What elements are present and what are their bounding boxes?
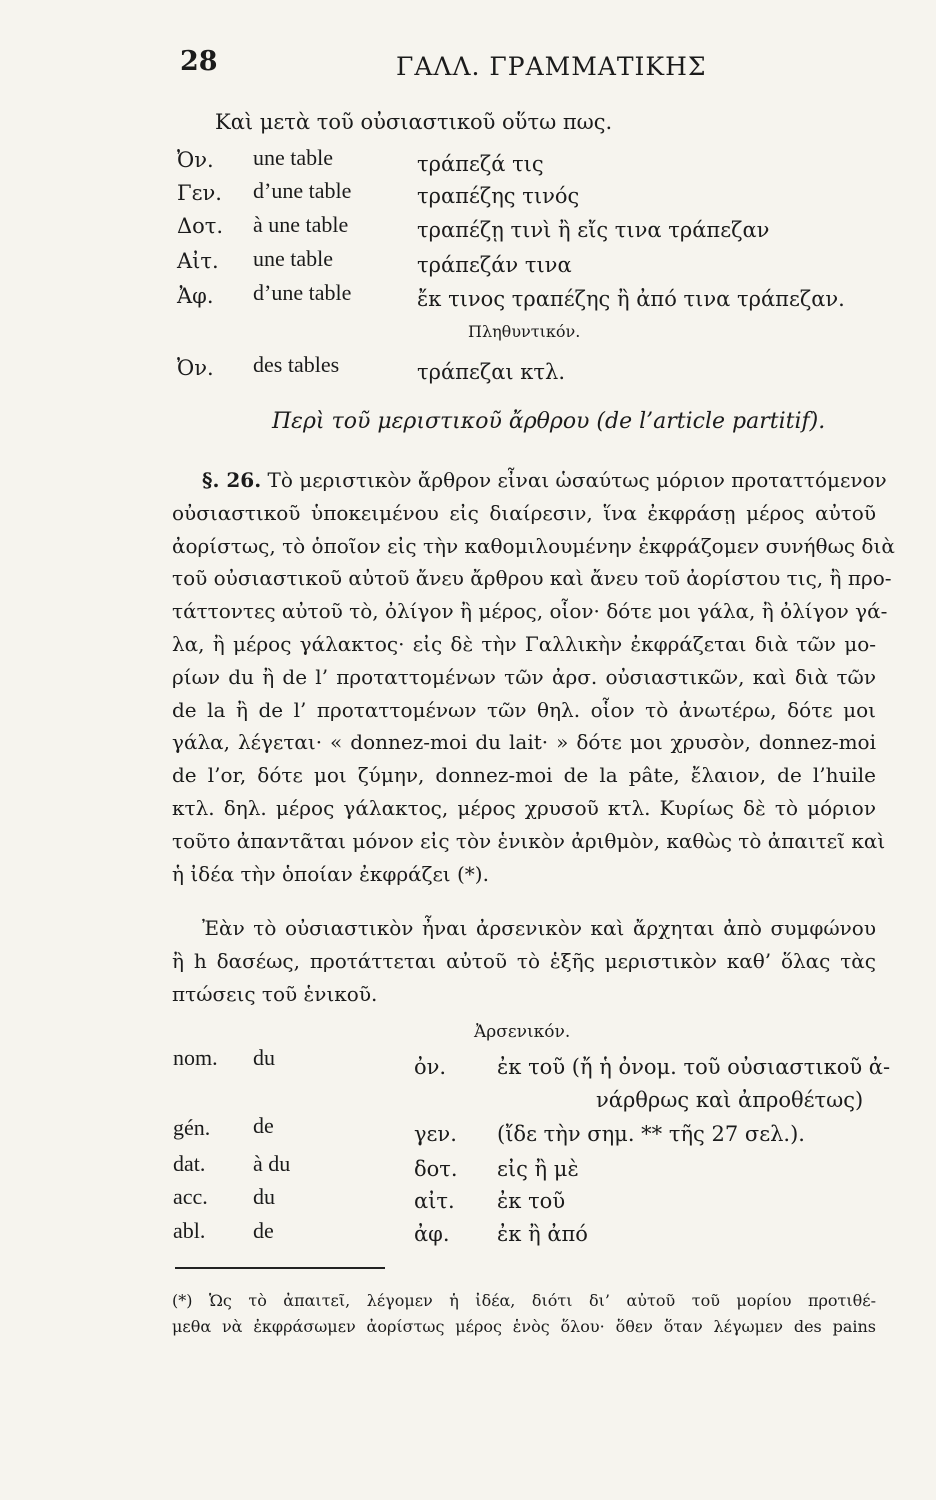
french-article: de [253, 1218, 274, 1243]
greek-equivalent: εἰς ἢ μὲ [497, 1157, 579, 1181]
footnote-line: (*) Ὡς τὸ ἀπαιτεῖ, λέγομεν ἡ ἰδέα, διότι δι’ αὐτοῦ τοῦ μορίου προτιθέ- [172, 1291, 876, 1310]
french-article: du [253, 1184, 275, 1209]
paragraph-masculine-rule [172, 912, 876, 1010]
french-form: des tables [253, 352, 340, 377]
french-case: abl. [173, 1218, 206, 1243]
footnote-line: μεθα νὰ ἐκφράσωμεν ἀορίστως μέρος ἑνὸς ὅλου· ὅθεν ὅταν λέγωμεν des pains [172, 1317, 876, 1336]
text-line: ρίων du ἢ de l’ προταττομένων τῶν ἀρσ. οὐσιαστικῶν, καὶ διὰ τῶν [172, 664, 876, 689]
text-line: de la ἢ de l’ προταττομένων τῶν θηλ. οἷον τὸ ἀνωτέρω, δότε μοι [172, 697, 876, 722]
text-line: τοῦτο ἀπαντᾶται μόνον εἰς τὸν ἑνικὸν ἀριθμὸν, καθὼς τὸ ἀπαιτεῖ καὶ [172, 828, 886, 853]
plural-label: Πληθυντικόν. [468, 322, 581, 341]
page-number: 28 [180, 46, 218, 77]
greek-equivalent: ἐκ ἢ ἀπό [497, 1222, 588, 1246]
running-title: ΓΑΛΛ. ΓΡΑΜΜΑΤΙΚΗΣ [396, 52, 707, 81]
section-number: §. 26. [202, 468, 262, 492]
greek-form: τράπεζά τις [417, 152, 544, 176]
text-line: de l’or, δότε μοι ζύμην, donnez-moi de la pâte, ἔλαιον, de l’huile [172, 763, 876, 788]
french-form: d’une table [253, 280, 352, 305]
french-case: nom. [173, 1045, 218, 1070]
text-line: §. 26. Τὸ μεριστικὸν ἄρθρον εἶναι ὡσαύτως μόριον προταττόμενον [202, 468, 887, 492]
text-line: ἢ h δασέως, προτάττεται αὐτοῦ τὸ ἑξῆς μεριστικὸν καθ’ ὅλας τὰς [172, 948, 876, 973]
greek-equivalent: ἐκ τοῦ (ἤ ἡ ὀνομ. τοῦ οὐσιαστικοῦ ἀ- [497, 1055, 891, 1079]
greek-case: ὀν. [414, 1055, 447, 1079]
french-article: à du [253, 1151, 291, 1176]
greek-case: γεν. [414, 1122, 457, 1146]
french-case: dat. [173, 1151, 206, 1176]
greek-form: ἔκ τινος τραπέζης ἢ ἀπό τινα τράπεζαν. [417, 287, 845, 311]
greek-form: τραπέζῃ τινὶ ἢ εἴς τινα τράπεζαν [417, 218, 770, 242]
text-line: γάλα, λέγεται· « donnez-moi du lait· » δότε μοι χρυσὸν, donnez-moi [172, 730, 876, 755]
text-line: ἀορίστως, τὸ ὁποῖον εἰς τὴν καθομιλουμένην ἐκφράζομεν συνήθως διὰ [172, 533, 895, 558]
masculine-label: Ἀρσενικόν. [474, 1022, 571, 1042]
case-label: Ὀν. [177, 356, 214, 380]
greek-case: ἀφ. [414, 1222, 450, 1246]
greek-form: τράπεζάν τινα [417, 253, 572, 277]
french-case: gén. [173, 1115, 211, 1140]
case-label: Ὀν. [177, 148, 214, 172]
text-line: οὐσιαστικοῦ ὑποκειμένου εἰς διαίρεσιν, ἵνα ἐκφράσῃ μέρος αὐτοῦ [172, 500, 876, 525]
french-form: à une table [253, 212, 349, 237]
paragraph-partitive [172, 464, 895, 890]
french-form: une table [253, 145, 334, 170]
case-label: Αἰτ. [177, 249, 219, 273]
footnote [172, 1288, 876, 1340]
text-line: ἡ ἰδέα τὴν ὁποίαν ἐκφράζει (*). [172, 861, 489, 886]
greek-equivalent: (ἴδε τὴν σημ. ** τῆς 27 σελ.). [497, 1122, 805, 1146]
text-line: κτλ. δηλ. μέρος γάλακτος, μέρος χρυσοῦ κτλ. Κυρίως δὲ τὸ μόριον [172, 795, 876, 820]
greek-case: δοτ. [414, 1157, 458, 1181]
case-label: Δοτ. [177, 214, 224, 238]
text-line: πτώσεις τοῦ ἑνικοῦ. [172, 981, 378, 1006]
french-form: une table [253, 246, 334, 271]
greek-equivalent-continued: νάρθρως καὶ ἀπροθέτως) [596, 1088, 864, 1112]
greek-form: τράπεζαι κτλ. [417, 360, 566, 384]
case-label: Γεν. [177, 181, 222, 205]
case-label: Ἀφ. [177, 284, 214, 308]
french-form: d’une table [253, 178, 352, 203]
footnote-divider [175, 1267, 385, 1269]
french-article: de [253, 1113, 274, 1138]
text-line: Ἐὰν τὸ οὐσιαστικὸν ἦναι ἀρσενικὸν καὶ ἄρχηται ἀπὸ συμφώνου [202, 916, 876, 940]
greek-equivalent: ἐκ τοῦ [497, 1189, 566, 1213]
french-article: du [253, 1045, 275, 1070]
text-line: τάττοντες αὐτοῦ τὸ, ὀλίγον ἢ μέρος, οἷον· δότε μοι γάλα, ἢ ὀλίγον γά- [172, 599, 888, 624]
text-line: λα, ἢ μέρος γάλακτος· εἰς δὲ τὴν Γαλλικὴν ἐκφράζεται διὰ τῶν μο- [172, 631, 876, 656]
french-case: acc. [173, 1184, 208, 1209]
text-line: τοῦ οὐσιαστικοῦ αὐτοῦ ἄνευ ἄρθρου καὶ ἄνευ τοῦ ἀορίστου τις, ἢ προ- [172, 566, 892, 591]
greek-case: αἰτ. [414, 1189, 455, 1213]
greek-form: τραπέζης τινός [417, 184, 580, 208]
section-title: Περὶ τοῦ μεριστικοῦ ἄρθρου (de l’article partitif). [272, 409, 826, 434]
intro-line: Καὶ μετὰ τοῦ οὐσιαστικοῦ οὕτω πως. [215, 110, 613, 134]
